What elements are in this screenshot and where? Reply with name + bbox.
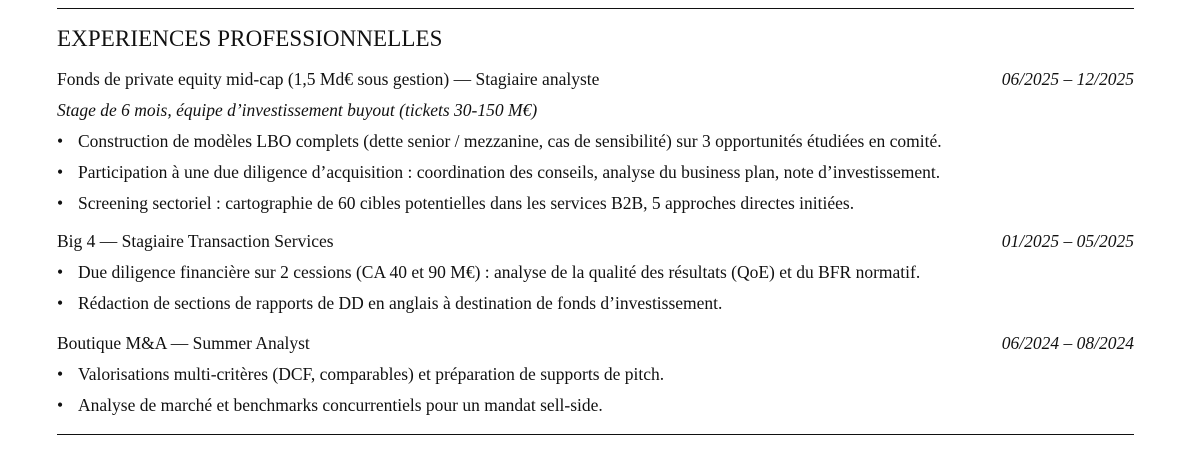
- job-bullets: [57, 262, 1134, 314]
- job-entry: [57, 333, 1134, 416]
- bullet-text: Valorisations multi-critères (DCF, comparables) et préparation de supports de pitch.: [78, 364, 665, 384]
- bullet-icon: •: [57, 262, 64, 282]
- bullet-text: Construction de modèles LBO complets (dette senior / mezzanine, cas de sensibilité) sur 3 opportunités étudiées en comité.: [78, 131, 942, 151]
- bullet-text: Rédaction de sections de rapports de DD en anglais à destination de fonds d’investissement.: [78, 293, 723, 313]
- job-title: Fonds de private equity mid-cap (1,5 Md€ sous gestion) — Stagiaire analyste: [57, 69, 600, 89]
- list-item: [57, 162, 1134, 183]
- experience-section: [57, 8, 1134, 435]
- job-dates: 06/2025 – 12/2025: [1001, 69, 1134, 89]
- job-bullets: [57, 364, 1134, 416]
- list-item: [57, 395, 1134, 416]
- job-header: [57, 69, 1134, 90]
- section-title: EXPERIENCES PROFESSIONNELLES: [57, 26, 443, 51]
- job-dates: 01/2025 – 05/2025: [1001, 231, 1134, 251]
- top-rule: [57, 8, 1134, 9]
- bullet-icon: •: [57, 193, 64, 213]
- job-entry: [57, 231, 1134, 314]
- job-header: [57, 231, 1134, 252]
- bullet-text: Due diligence financière sur 2 cessions (CA 40 et 90 M€) : analyse de la qualité des résultats (QoE) et du BFR normatif.: [78, 262, 921, 282]
- job-title: Big 4 — Stagiaire Transaction Services: [57, 231, 334, 251]
- bullet-icon: •: [57, 293, 64, 313]
- job-entry: [57, 69, 1134, 214]
- list-item: [57, 262, 1134, 283]
- bullet-icon: •: [57, 364, 64, 384]
- job-subtitle: Stage de 6 mois, équipe d’investissement buyout (tickets 30-150 M€): [57, 100, 538, 120]
- bullet-text: Screening sectoriel : cartographie de 60 cibles potentielles dans les services B2B, 5 approches directes initiées.: [78, 193, 855, 213]
- list-item: [57, 131, 1134, 152]
- bullet-icon: •: [57, 162, 64, 182]
- list-item: [57, 293, 1134, 314]
- list-item: [57, 193, 1134, 214]
- job-dates: 06/2024 – 08/2024: [1001, 333, 1134, 353]
- job-title: Boutique M&A — Summer Analyst: [57, 333, 310, 353]
- bottom-rule: [57, 434, 1134, 435]
- bullet-text: Participation à une due diligence d’acquisition : coordination des conseils, analyse du business plan, note d’investissement.: [78, 162, 941, 182]
- bullet-text: Analyse de marché et benchmarks concurrentiels pour un mandat sell-side.: [78, 395, 603, 415]
- list-item: [57, 364, 1134, 385]
- bullet-icon: •: [57, 131, 64, 151]
- job-bullets: [57, 131, 1134, 214]
- job-header: [57, 333, 1134, 354]
- bullet-icon: •: [57, 395, 64, 415]
